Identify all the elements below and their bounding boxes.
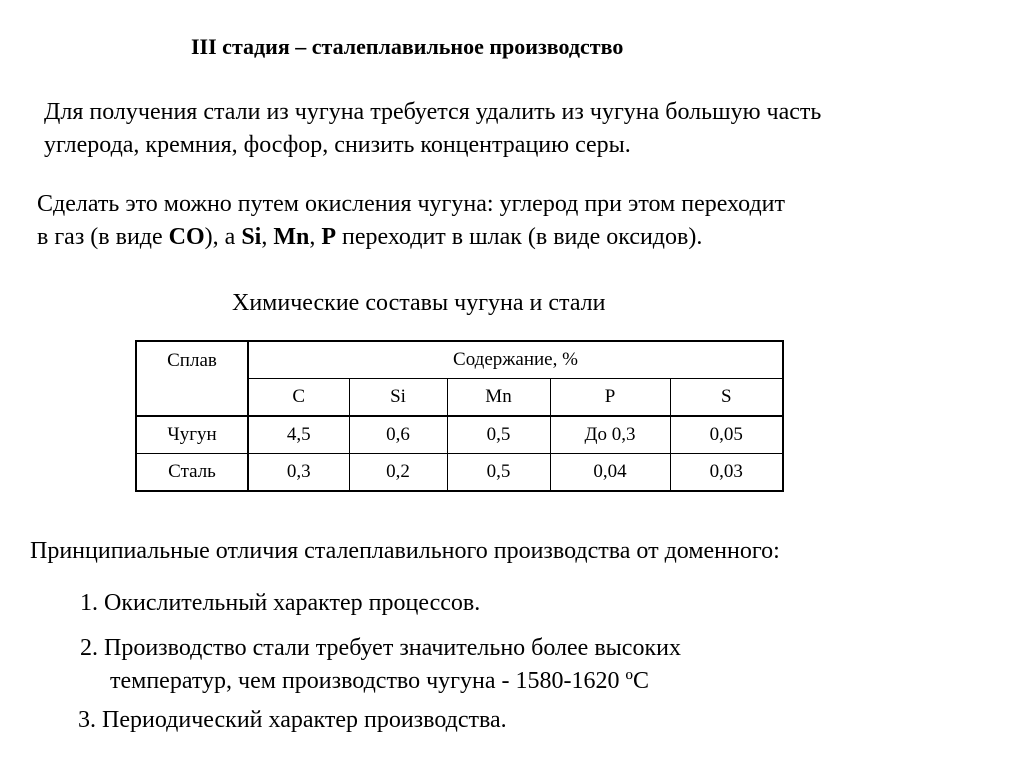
value-cell: 0,04 [550,454,670,492]
oxidation-line-1: Сделать это можно путем окисления чугуна: углерод при этом переходит [37,191,785,217]
difference-item-2-line-2: температур, чем производство чугуна - 1580-1620 ºC [110,668,649,694]
value-cell: 0,03 [670,454,783,492]
oxidation-line-2 [37,221,785,254]
oxidation-text-b: ), а [204,224,242,250]
difference-item-2-line-1: 2. Производство стали требует значительно более высоких [80,635,681,661]
difference-item-2 [80,632,681,698]
content-header: Содержание, % [248,341,783,379]
oxidation-paragraph [37,188,785,254]
value-cell: До 0,3 [550,416,670,454]
value-cell: 0,3 [248,454,349,492]
alloy-header: Сплав [136,341,248,416]
intro-line-1: Для получения стали из чугуна требуется удалить из чугуна большую часть [44,99,822,125]
formula-mn: Mn [273,224,310,250]
table-row [136,416,783,454]
element-header-mn: Mn [447,379,550,417]
composition-table [135,340,784,492]
value-cell: 0,6 [349,416,447,454]
value-cell: 4,5 [248,416,349,454]
table-caption: Химические составы чугуна и стали [232,290,606,316]
separator-1: , [261,224,274,250]
alloy-name: Чугун [136,416,248,454]
oxidation-text-c: переходит в шлак (в виде оксидов). [336,224,703,250]
intro-line-2: углерода, кремния, фосфор, снизить концентрацию серы. [44,132,631,158]
value-cell: 0,5 [447,416,550,454]
formula-p: P [321,224,337,250]
oxidation-text-a: в газ (в виде [37,224,169,250]
formula-co: CO [168,224,205,250]
element-header-c: C [248,379,349,417]
value-cell: 0,05 [670,416,783,454]
table-row [136,454,783,492]
separator-2: , [309,224,322,250]
value-cell: 0,2 [349,454,447,492]
intro-paragraph [44,96,821,162]
formula-si: Si [241,224,262,250]
difference-item-1: 1. Окислительный характер процессов. [80,590,481,616]
element-header-s: S [670,379,783,417]
page-title: III стадия – сталеплавильное производство [191,34,624,59]
difference-item-3: 3. Периодический характер производства. [78,707,507,733]
differences-heading: Принципиальные отличия сталеплавильного производства от доменного: [30,538,780,564]
alloy-name: Сталь [136,454,248,492]
value-cell: 0,5 [447,454,550,492]
element-header-si: Si [349,379,447,417]
element-header-p: P [550,379,670,417]
